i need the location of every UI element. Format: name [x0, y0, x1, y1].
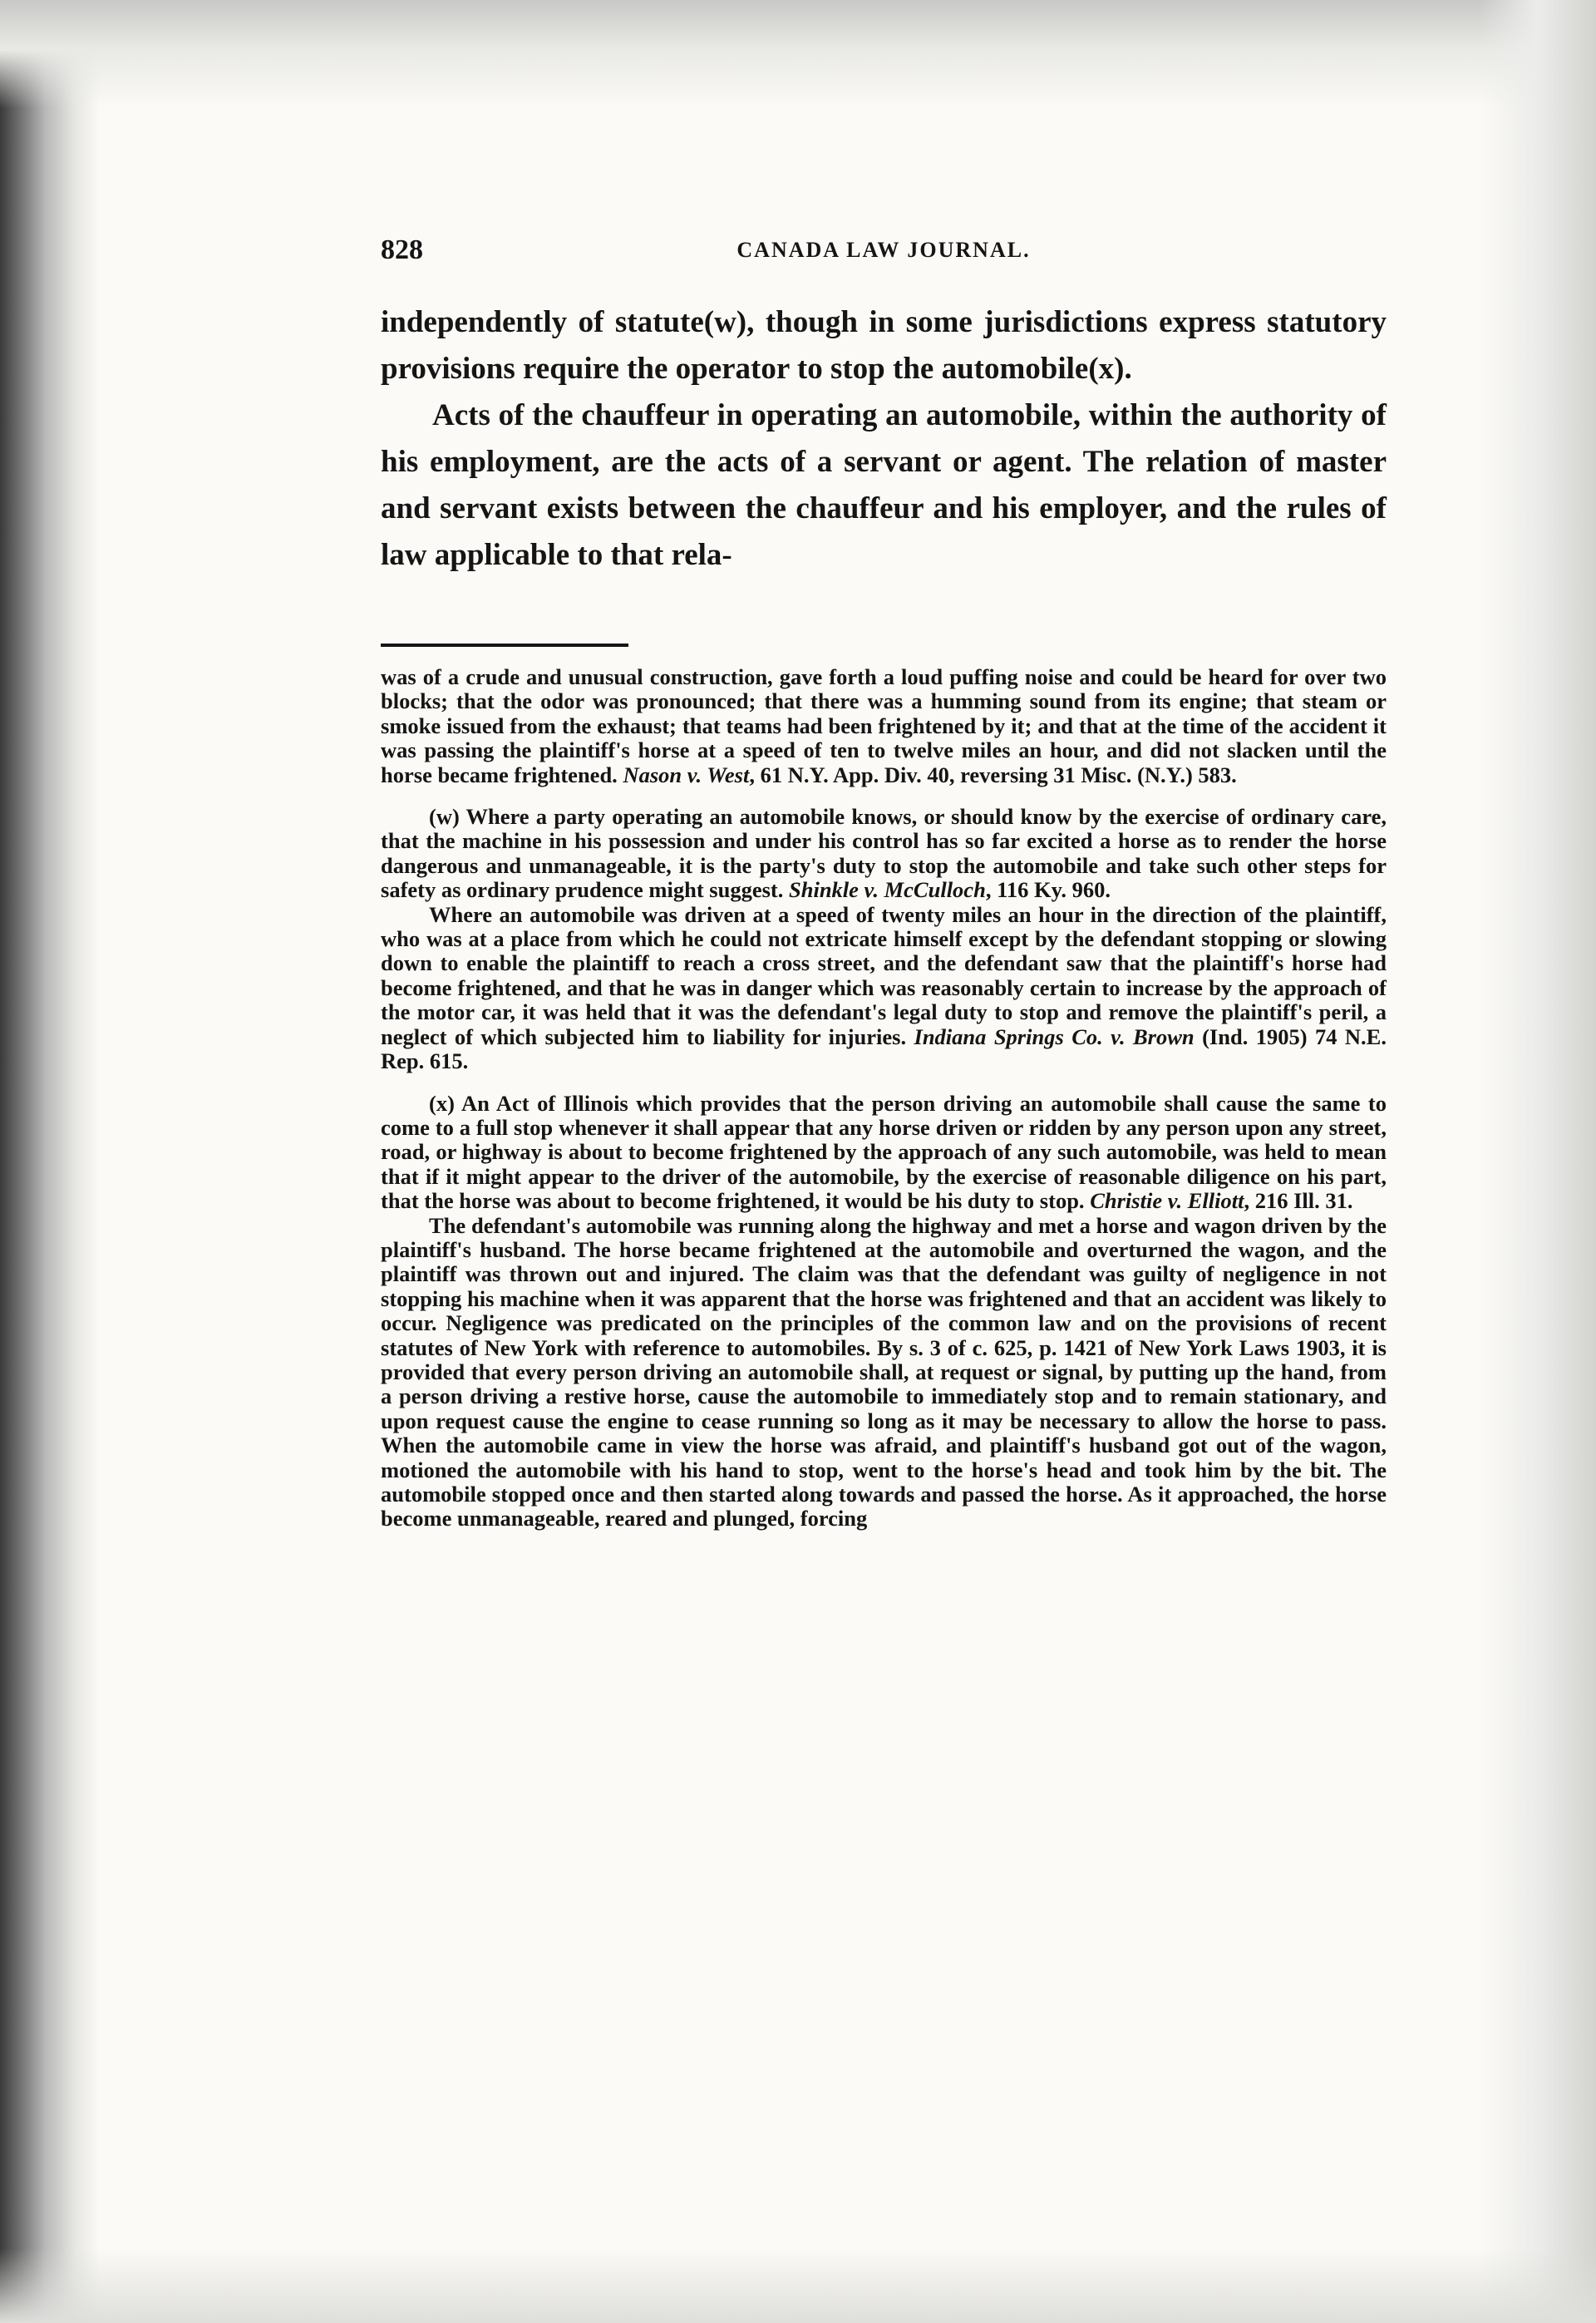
scan-edge-left — [0, 0, 100, 2323]
page — [381, 0, 1387, 2323]
running-head — [381, 234, 1387, 276]
case-citation: , 116 Ky. 960. — [985, 877, 1111, 903]
case-citation: , 216 Ill. 31. — [1244, 1188, 1353, 1214]
footnote-x — [381, 1092, 1387, 1214]
main-text — [381, 299, 1387, 579]
case-name: Indiana Springs Co. v. Brown — [914, 1023, 1195, 1049]
footnote-rule — [381, 644, 628, 647]
body-paragraph-2: Acts of the chauffeur in operating an automobile, within the authority of his employment, are the acts of a servant or agent. The relation of master and servant exists between the chauffeur and his employer, and the rules of law applicable to that rela- — [381, 398, 1387, 572]
scan-edge-right — [1480, 0, 1596, 2323]
footnote-text: (x) An Act of Illinois which provides that the person driving an automobile shall cause the same to come to a full stop whenever it shall appear that any horse driven or ridden by any person upon any street, road, or highway is about to become frightened by the approach of any such automobile, was held to mean that if it might appear to the driver of the automobile, by the exercise of reasonable diligence on his part, that the horse was about to become frightened, it would be his duty to stop. — [381, 1090, 1387, 1214]
footnotes — [381, 665, 1387, 1531]
case-name: Nason v. West — [623, 762, 750, 787]
footnote-w-continued — [381, 903, 1387, 1074]
case-name: Shinkle v. McCulloch — [788, 877, 986, 903]
footnote-x-continued: The defendant's automobile was running along the highway and met a horse and wagon driven by the plaintiff's husband. The horse became frightened at the automobile and overturned the wagon, and the plaintiff was thrown out and injured. The claim was that the defendant was guilty of negligence in not stopping his machine when it was apparent that the horse was frightened and that an accident was likely to occur. Negligence was predicated on the principles of the common law and on the provisions of recent statutes of New York with reference to automobiles. By s. 3 of c. 625, p. 1421 of New York Laws 1903, it is provided that every person driving an automobile shall, at request or signal, by putting up the hand, from a person driving a restive horse, cause the automobile to immediately stop and to remain stationary, and upon request cause the engine to cease running so long as it may be necessary to allow the horse to pass. When the automobile came in view the horse was afraid, and plaintiff's husband got out of the wagon, motioned the automobile with his hand to stop, went to the horse's head and took him by the bit. The automobile stopped once and then started along towards and passed the horse. As it approached, the horse become unmanageable, reared and plunged, forcing — [381, 1212, 1387, 1531]
footnote-text: (w) Where a party operating an automobile knows, or should know by the exercise of ordinary care, that the machine in his possession and under his control has so far excited a horse as to render the horse dangerous and unmanageable, it is the party's duty to stop the automobile and take such other steps for safety as ordinary prudence might suggest. — [381, 804, 1387, 903]
footnote-text: was of a crude and unusual construction, gave forth a loud puffing noise and could be heard for over two blocks; that the odor was pronounced; that there was a humming sound from its engine; that steam or smoke issued from the exhaust; that teams had been frightened by it; and that at the time of the accident it was passing the plaintiff's horse at a speed of ten to twelve miles an hour, and did not slacken until the horse became frightened. — [381, 664, 1387, 787]
journal-title: CANADA LAW JOURNAL. — [736, 238, 1031, 262]
case-citation: (Ind. 1905) 74 N.E. Rep. 615. — [381, 1023, 1387, 1074]
case-name: Christie v. Elliott — [1090, 1188, 1244, 1214]
page-number: 828 — [381, 234, 423, 265]
body-paragraph-1: independently of statute(w), though in some jurisdictions express statutory provisions require the operator to stop the automobile(x). — [381, 305, 1387, 386]
footnote-w — [381, 805, 1387, 903]
footnote-continued — [381, 665, 1387, 787]
case-citation: , 61 N.Y. App. Div. 40, reversing 31 Misc. (N.Y.) 583. — [749, 762, 1237, 787]
footnote-text: Where an automobile was driven at a speed of twenty miles an hour in the direction of the plaintiff, who was at a place from which he could not extricate himself except by the defendant stopping or slowing down to enable the plaintiff to reach a cross street, and the defendant saw that the plaintiff's horse had become frightened, and that he was in danger which was reasonably certain to increase by the approach of the motor car, it was held that it was the defendant's legal duty to stop and remove the plaintiff's peril, a neglect of which subjected him to liability for injuries. — [381, 901, 1387, 1049]
